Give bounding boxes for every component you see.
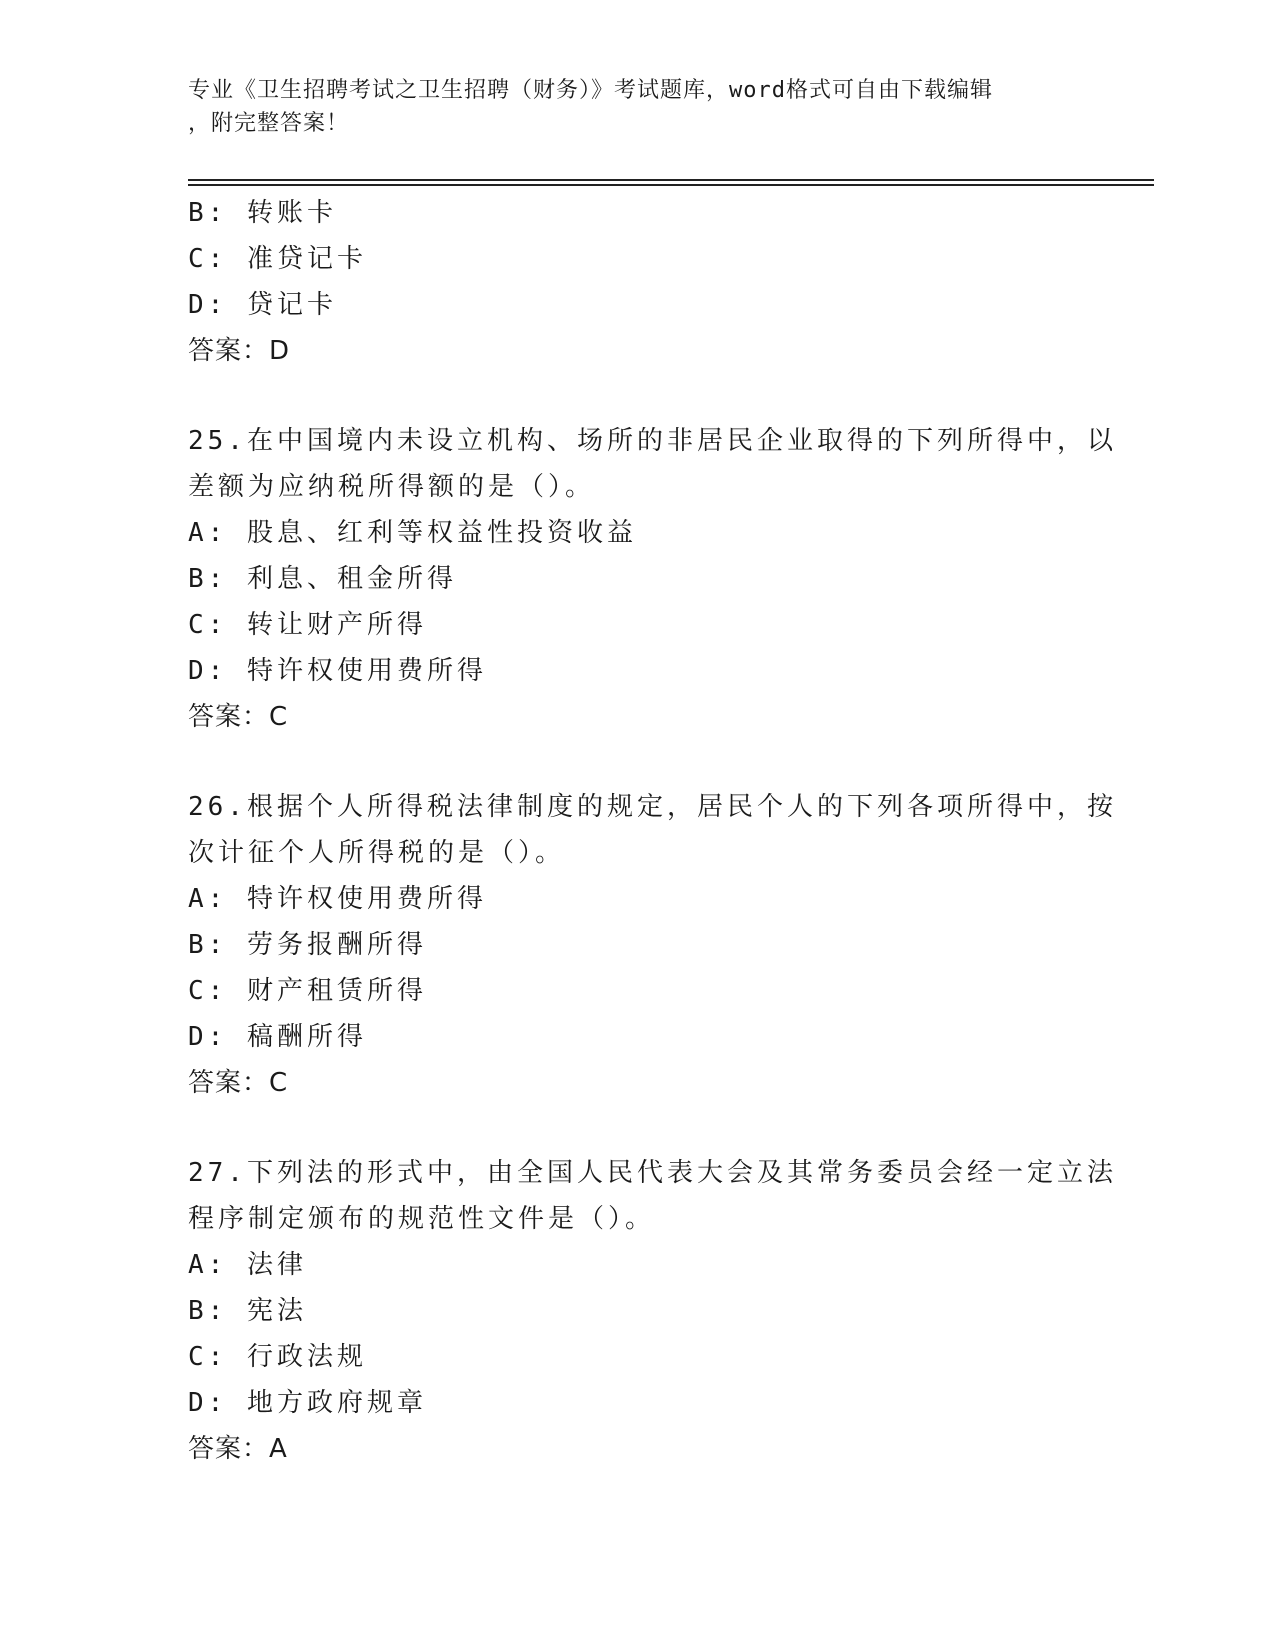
option-b: B: 利息、租金所得 <box>188 564 457 594</box>
question-list <box>188 190 1117 1472</box>
option-b: B: 劳务报酬所得 <box>188 930 427 960</box>
question-text-line-1: 27.下列法的形式中，由全国人民代表大会及其常务委员会经一定立法 <box>188 1158 1117 1188</box>
option-b: B: 转账卡 <box>188 198 337 228</box>
question-text-line-1: 26.根据个人所得税法律制度的规定，居民个人的下列各项所得中，按 <box>188 792 1117 822</box>
question-text-line-1: 25.在中国境内未设立机构、场所的非居民企业取得的下列所得中，以 <box>188 426 1117 456</box>
question-27 <box>188 1150 1117 1472</box>
option-c: C: 转让财产所得 <box>188 610 427 640</box>
option-d: D: 特许权使用费所得 <box>188 656 487 686</box>
option-a: A: 股息、红利等权益性投资收益 <box>188 518 637 548</box>
header-line-2: ，附完整答案！ <box>188 111 350 136</box>
answer-line: 答案：C <box>188 1068 289 1098</box>
option-d: D: 贷记卡 <box>188 290 337 320</box>
answer-line: 答案：A <box>188 1434 288 1464</box>
option-c: C: 财产租赁所得 <box>188 976 427 1006</box>
answer-line: 答案：C <box>188 702 289 732</box>
answer-line: 答案：D <box>188 336 291 366</box>
header-line-1: 专业《卫生招聘考试之卫生招聘（财务）》考试题库，word格式可自由下载编辑 <box>188 78 993 103</box>
document-header <box>188 74 1068 140</box>
option-a: A: 法律 <box>188 1250 307 1280</box>
question-26 <box>188 784 1117 1106</box>
question-text-line-2: 次计征个人所得税的是（）。 <box>188 838 566 868</box>
option-a: A: 特许权使用费所得 <box>188 884 487 914</box>
header-divider-bottom <box>188 184 1154 186</box>
option-c: C: 准贷记卡 <box>188 244 367 274</box>
option-b: B: 宪法 <box>188 1296 307 1326</box>
header-divider-top <box>188 179 1154 181</box>
question-text-line-2: 程序制定颁布的规范性文件是（）。 <box>188 1204 656 1234</box>
option-d: D: 地方政府规章 <box>188 1388 427 1418</box>
question-25 <box>188 418 1117 740</box>
option-d: D: 稿酬所得 <box>188 1022 367 1052</box>
option-c: C: 行政法规 <box>188 1342 367 1372</box>
question-24 <box>188 190 1088 374</box>
question-text-line-2: 差额为应纳税所得额的是（）。 <box>188 472 596 502</box>
